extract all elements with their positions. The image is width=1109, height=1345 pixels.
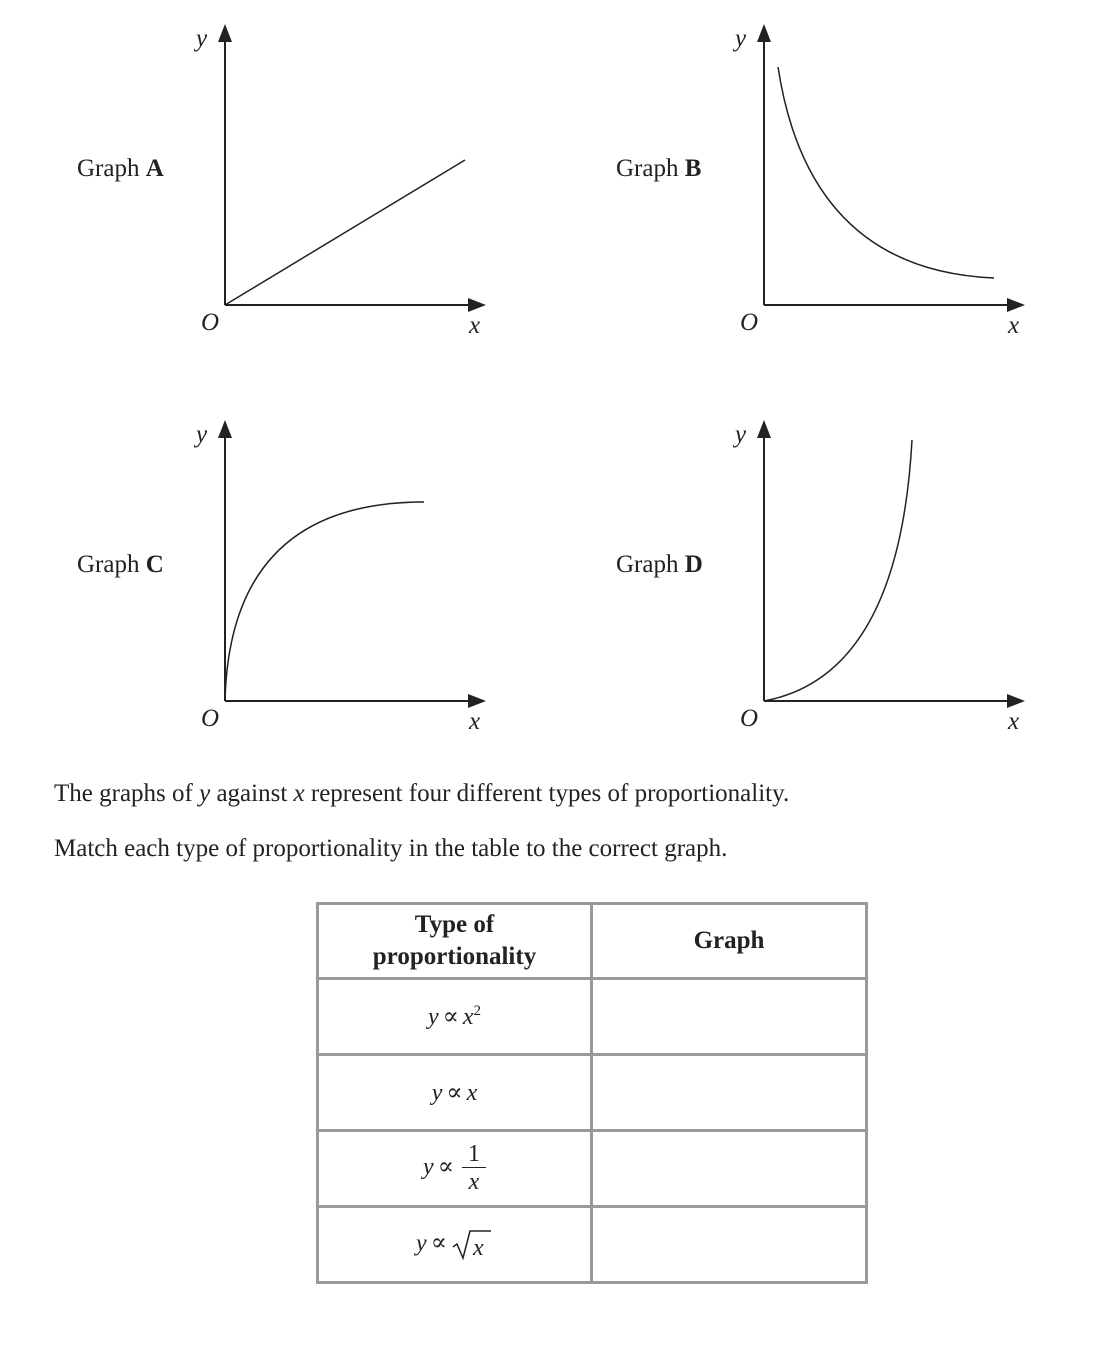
graph-a-y-arrow bbox=[218, 24, 232, 42]
graph-c-x-arrow bbox=[468, 694, 486, 708]
proportional-symbol: ∝ bbox=[442, 1004, 459, 1030]
formula-inverse bbox=[423, 1141, 486, 1196]
graph-b-x-arrow bbox=[1007, 298, 1025, 312]
header-type-line1: Type of bbox=[414, 911, 495, 938]
square-root bbox=[451, 1228, 493, 1262]
proportional-symbol: ∝ bbox=[437, 1154, 454, 1181]
graph-c-x-label: x bbox=[469, 708, 481, 735]
graph-answer-cell[interactable] bbox=[592, 1207, 867, 1283]
graph-d-curve bbox=[764, 440, 912, 701]
graph-answer-cell[interactable] bbox=[592, 1131, 867, 1207]
graph-d-x-label: x bbox=[1008, 708, 1020, 735]
matching-table bbox=[316, 902, 868, 1284]
graph-a-label bbox=[77, 155, 164, 183]
formula-cell bbox=[318, 979, 592, 1055]
graph-a-origin-label: O bbox=[201, 309, 220, 336]
formula-y: y bbox=[431, 1080, 443, 1106]
graph-c-origin-label: O bbox=[201, 705, 220, 732]
fraction-denominator: x bbox=[468, 1169, 480, 1195]
graph-a-letter: A bbox=[145, 155, 164, 182]
graph-d-letter: D bbox=[684, 551, 703, 578]
graph-c-label bbox=[77, 551, 164, 579]
table-row bbox=[318, 979, 867, 1055]
graph-c-y-label: y bbox=[196, 421, 208, 448]
question-intro bbox=[54, 780, 789, 808]
intro-x-var: x bbox=[293, 780, 305, 807]
formula-y: y bbox=[427, 1004, 439, 1030]
graph-c-y-arrow bbox=[218, 420, 232, 438]
formula-x: x bbox=[462, 1004, 474, 1030]
graph-d bbox=[729, 416, 1039, 736]
graph-d-y-label: y bbox=[735, 421, 747, 448]
graph-a-curve bbox=[225, 160, 465, 305]
intro-part-3: represent four different types of proportionality. bbox=[304, 780, 790, 807]
graph-a-y-label: y bbox=[196, 25, 208, 52]
graph-b bbox=[729, 20, 1039, 340]
graph-d-origin-label: O bbox=[740, 705, 759, 732]
graph-c bbox=[190, 416, 500, 736]
graph-c-curve bbox=[225, 502, 424, 701]
proportional-symbol: ∝ bbox=[430, 1230, 447, 1257]
formula-square bbox=[428, 1002, 481, 1031]
graph-a-prefix: Graph bbox=[77, 155, 146, 182]
intro-y-var: y bbox=[199, 780, 211, 807]
graph-answer-cell[interactable] bbox=[592, 1055, 867, 1131]
formula-square-root bbox=[416, 1228, 493, 1262]
fraction bbox=[462, 1141, 486, 1196]
graph-b-y-arrow bbox=[757, 24, 771, 42]
graph-a bbox=[190, 20, 500, 340]
graph-d-y-arrow bbox=[757, 420, 771, 438]
graph-c-letter: C bbox=[145, 551, 164, 578]
header-type bbox=[318, 904, 592, 979]
graph-b-letter: B bbox=[684, 155, 702, 182]
table-row bbox=[318, 1207, 867, 1283]
graph-d-label bbox=[616, 551, 703, 579]
graph-b-prefix: Graph bbox=[616, 155, 685, 182]
header-graph: Graph bbox=[592, 904, 867, 979]
intro-part-1: The graphs of bbox=[54, 780, 200, 807]
formula-exponent: 2 bbox=[473, 1003, 482, 1019]
table-row bbox=[318, 1131, 867, 1207]
formula-y: y bbox=[423, 1154, 434, 1181]
table-header-row bbox=[318, 904, 867, 979]
formula-linear bbox=[432, 1078, 478, 1107]
graph-answer-cell[interactable] bbox=[592, 979, 867, 1055]
graph-a-x-arrow bbox=[468, 298, 486, 312]
formula-x: x bbox=[466, 1080, 478, 1106]
graph-b-origin-label: O bbox=[740, 309, 759, 336]
graph-d-x-arrow bbox=[1007, 694, 1025, 708]
formula-y: y bbox=[416, 1230, 427, 1257]
table-row bbox=[318, 1055, 867, 1131]
graph-a-x-label: x bbox=[469, 312, 481, 339]
intro-part-2: against bbox=[210, 780, 294, 807]
fraction-numerator: 1 bbox=[462, 1141, 486, 1168]
radicand: x bbox=[472, 1234, 484, 1261]
graph-c-prefix: Graph bbox=[77, 551, 146, 578]
graph-b-y-label: y bbox=[735, 25, 747, 52]
radical-sign-icon bbox=[451, 1228, 493, 1262]
header-type-line2: proportionality bbox=[372, 943, 537, 970]
formula-cell bbox=[318, 1131, 592, 1207]
proportional-symbol: ∝ bbox=[446, 1080, 463, 1106]
question-instruction: Match each type of proportionality in the table to the correct graph. bbox=[54, 835, 728, 862]
graph-d-prefix: Graph bbox=[616, 551, 685, 578]
formula-cell bbox=[318, 1055, 592, 1131]
formula-cell bbox=[318, 1207, 592, 1283]
graph-b-x-label: x bbox=[1008, 312, 1020, 339]
graph-b-label bbox=[616, 155, 701, 183]
graph-b-curve bbox=[778, 67, 994, 278]
